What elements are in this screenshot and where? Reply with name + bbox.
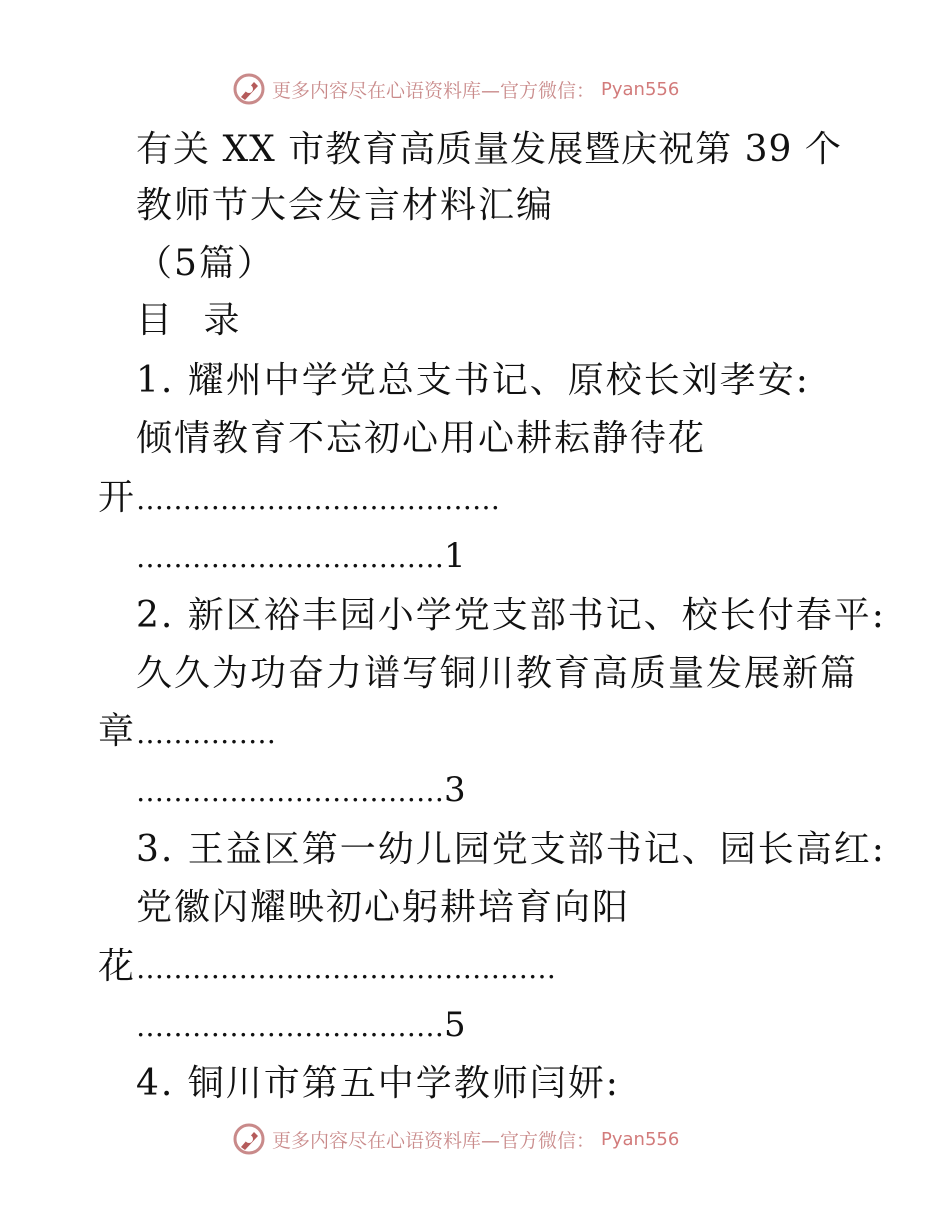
doc-title-line-2: 教师节大会发言材料汇编 [136,185,555,226]
toc-entry-1-title: 倾情教育不忘初心用心耕耘静待花 [136,418,707,459]
toc-entry-1-tail [98,476,500,522]
toc-entry-1-leader: ………………………………… [136,483,501,516]
toc-entry-2-page: 3 [444,770,468,810]
toc-entry-3-page: 5 [444,1005,468,1045]
toc-entry-1-leader-2: …………………………… [136,541,444,574]
toc-entry-1-page-line [136,534,468,580]
doc-title-line-1: 有关 XX 市教育高质量发展暨庆祝第 39 个 [136,129,842,170]
toc-heading: 目 录 [136,300,250,341]
toc-entry-3-page-line [136,1003,468,1049]
toc-entry-3-tail [98,945,556,991]
toc-entry-3-speaker: 3. 王益区第一幼儿园党支部书记、园长高红: [136,829,886,870]
doc-article-count: （5篇） [136,243,275,284]
toc-entry-2-leader-2: …………………………… [136,775,444,808]
toc-entry-3-leader: ……………………………………… [136,952,557,985]
watermark-text: 更多内容尽在心语资料库—官方微信： [272,1129,596,1152]
toc-entry-4-speaker: 4. 铜川市第五中学教师闫妍: [136,1063,620,1104]
pen-logo-icon [232,72,266,106]
watermark-id: Pyan556 [601,78,680,100]
toc-entry-3-title: 党徽闪耀映初心躬耕培育向阳 [136,887,631,928]
toc-entry-3-leader-2: …………………………… [136,1010,444,1043]
watermark-footer [232,1122,679,1156]
pen-logo-icon [232,1122,266,1156]
toc-entry-1-page: 1 [444,536,468,576]
watermark-header [232,72,679,106]
toc-entry-1-speaker: 1. 耀州中学党总支书记、原校长刘孝安: [136,360,810,401]
toc-entry-3-tail-char: 花 [98,946,137,987]
toc-entry-2-page-line [136,768,468,814]
toc-entry-2-title: 久久为功奋力谱写铜川教育高质量发展新篇 [136,653,859,694]
toc-entry-2-tail-char: 章 [98,711,137,752]
watermark-id: Pyan556 [601,1128,680,1150]
toc-entry-2-tail [98,710,276,756]
toc-entry-2-speaker: 2. 新区裕丰园小学党支部书记、校长付春平: [136,595,886,636]
toc-entry-2-leader: …………… [136,717,277,750]
toc-entry-1-tail-char: 开 [98,477,137,518]
watermark-text: 更多内容尽在心语资料库—官方微信： [272,79,596,102]
